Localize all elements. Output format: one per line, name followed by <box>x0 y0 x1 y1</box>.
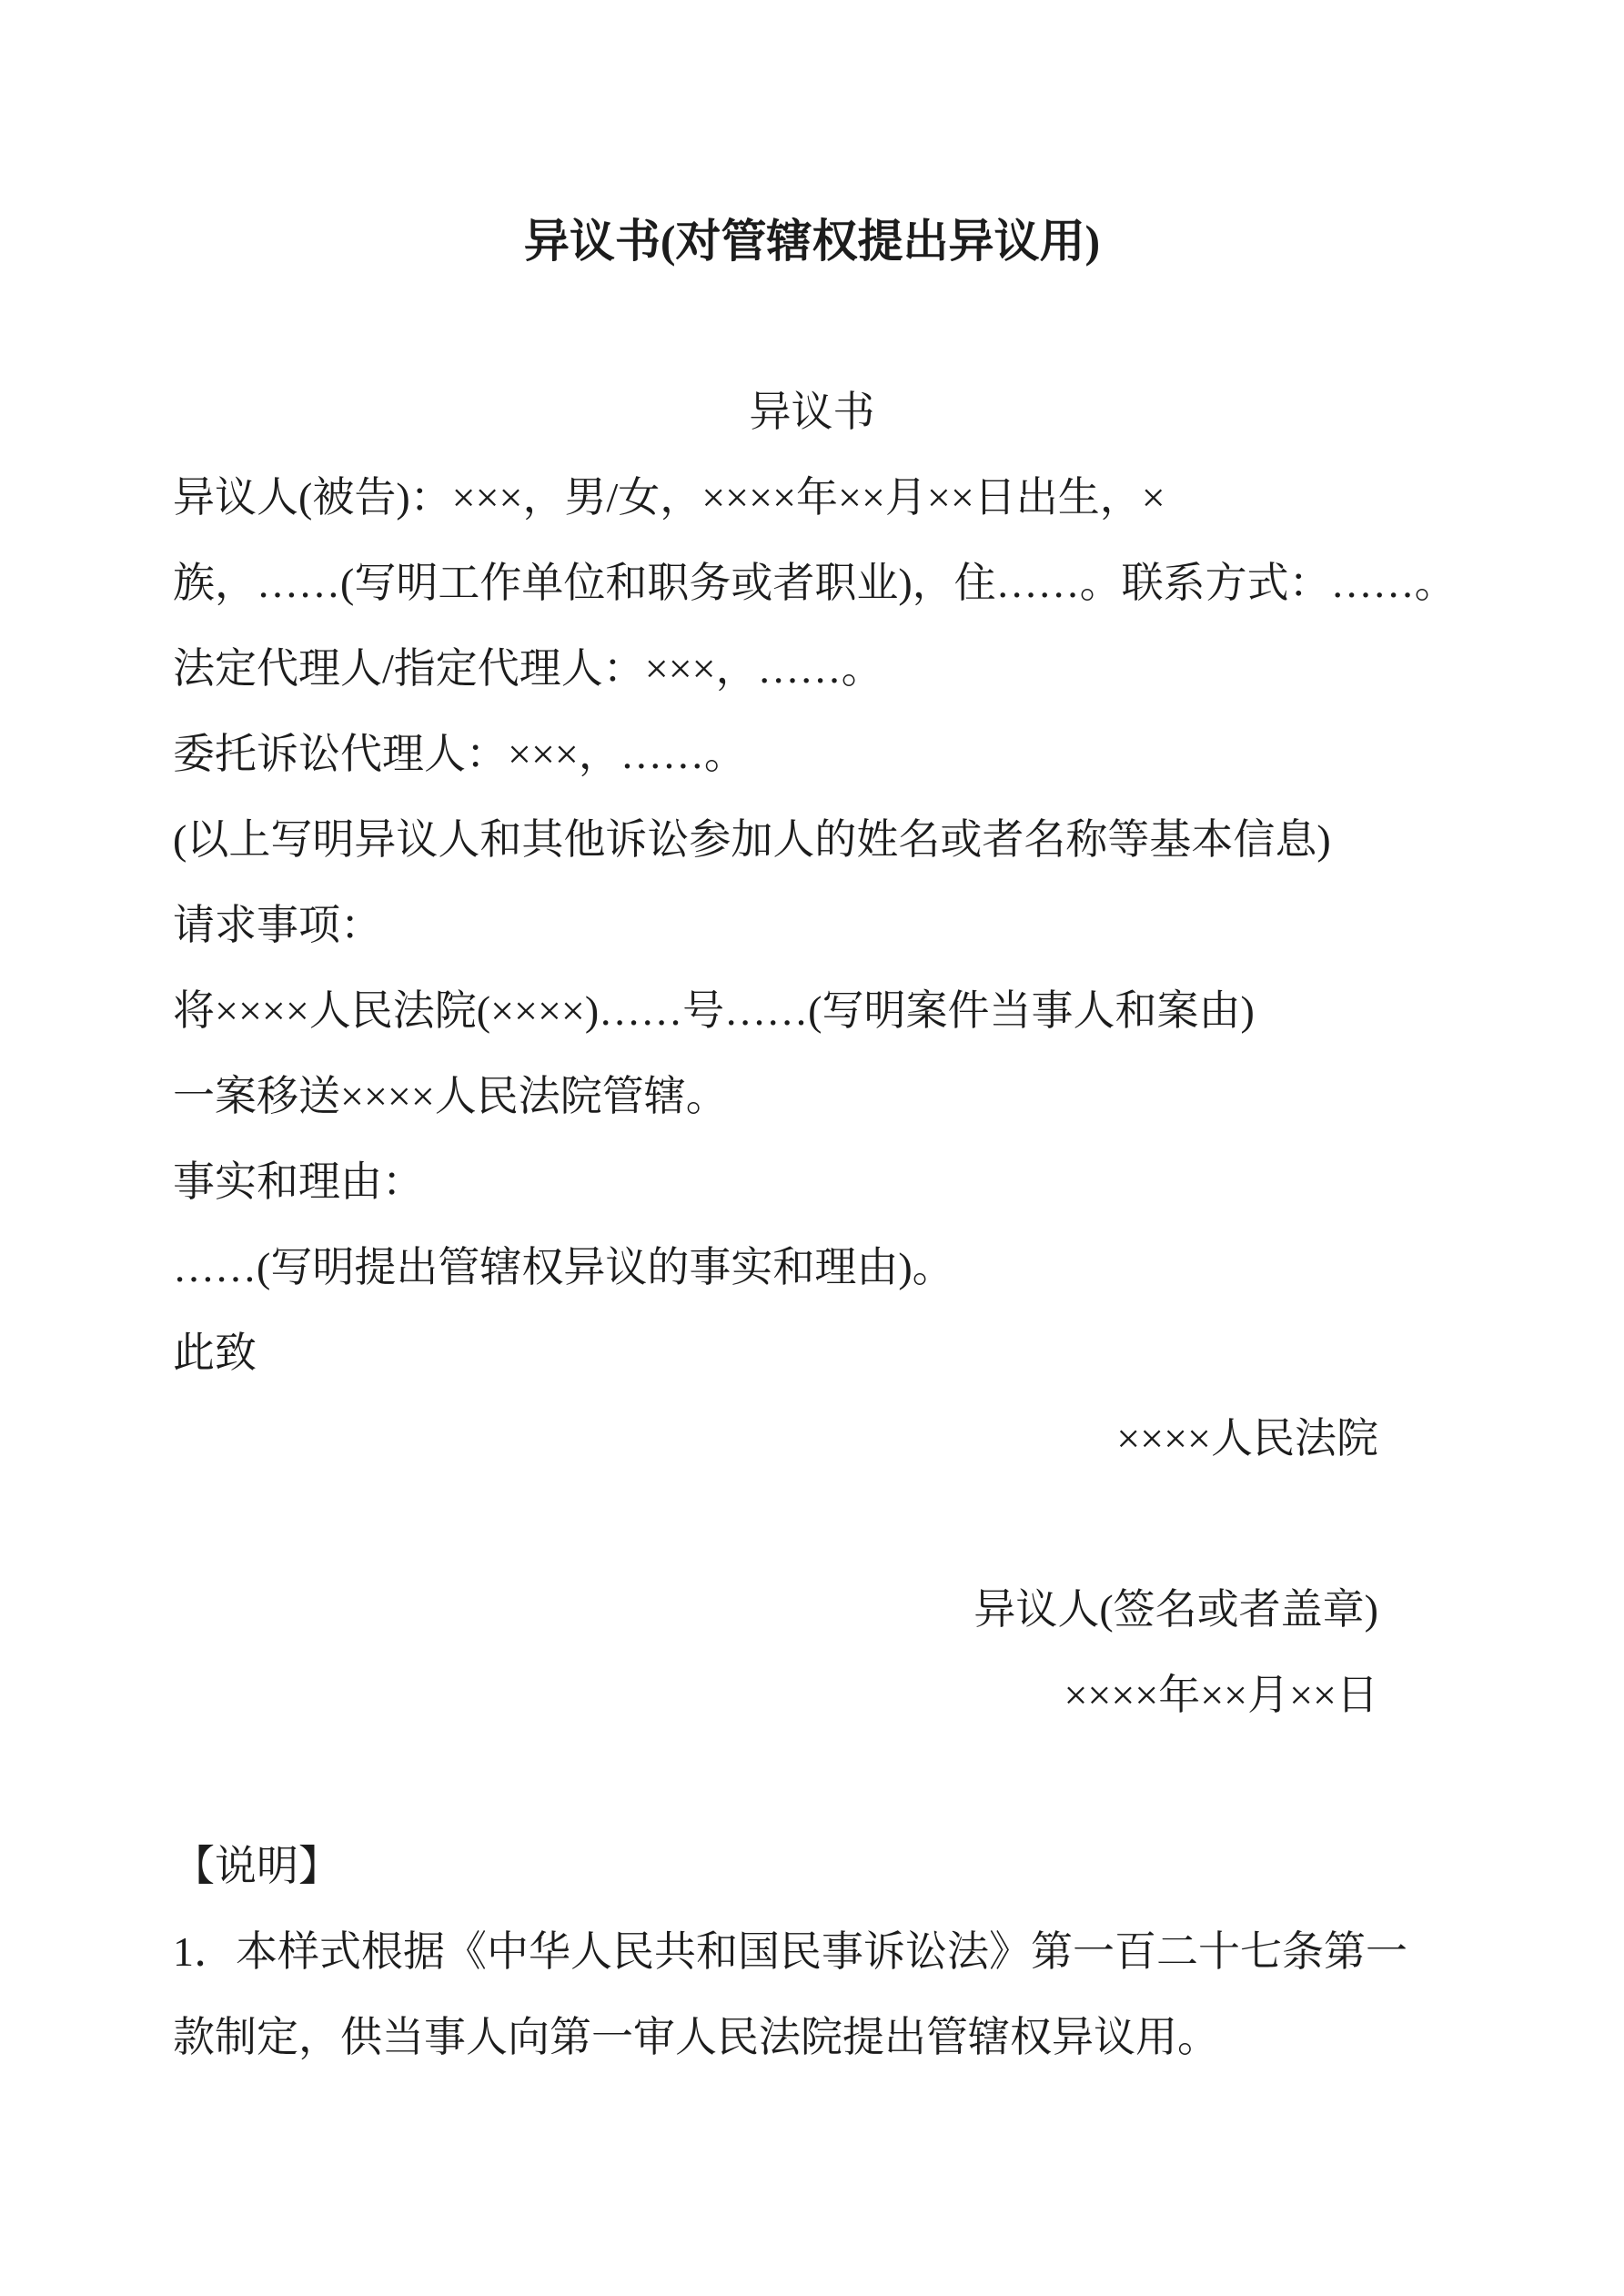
document-subtitle: 异议书 <box>749 389 875 435</box>
document-title: 异议书(对管辖权提出异议用) <box>523 216 1101 267</box>
signature-line: 异议人(签名或者盖章) <box>973 1586 1378 1633</box>
parties-note-line: (以上写明异议人和其他诉讼参加人的姓名或者名称等基本信息) <box>173 816 1331 863</box>
request-line-1: 将××××人民法院(××××)……号……(写明案件当事人和案由) <box>173 987 1255 1034</box>
litigation-agent-line: 委托诉讼代理人：×××，……。 <box>173 731 746 777</box>
objector-info-line-2: 族，……(写明工作单位和职务或者职业)，住……。联系方式：……。 <box>173 560 1457 606</box>
objector-info-line-1: 异议人(被告)：×××，男/女，××××年××月××日出生，× <box>173 474 1165 521</box>
request-heading: 请求事项： <box>173 902 382 948</box>
date-line: ××××年××月××日 <box>1064 1672 1378 1718</box>
request-line-2: 一案移送××××人民法院管辖。 <box>173 1073 728 1119</box>
note-line-2: 款制定，供当事人向第一审人民法院提出管辖权异议用。 <box>173 2014 1219 2060</box>
facts-line: ……(写明提出管辖权异议的事实和理由)。 <box>173 1244 954 1290</box>
addressed-court-line: ××××人民法院 <box>1116 1415 1378 1462</box>
blank-line <box>173 284 1451 369</box>
blank-line <box>173 1738 1451 1824</box>
note-line-1: 1．本样式根据《中华人民共和国民事诉讼法》第一百二十七条第一 <box>173 1928 1407 1975</box>
notes-heading: 【说明】 <box>173 1843 340 1889</box>
blank-line <box>173 1482 1451 1567</box>
facts-heading: 事实和理由： <box>173 1158 424 1205</box>
salutation-line: 此致 <box>173 1330 257 1376</box>
legal-agent-line: 法定代理人/指定代理人：×××，……。 <box>173 645 883 692</box>
